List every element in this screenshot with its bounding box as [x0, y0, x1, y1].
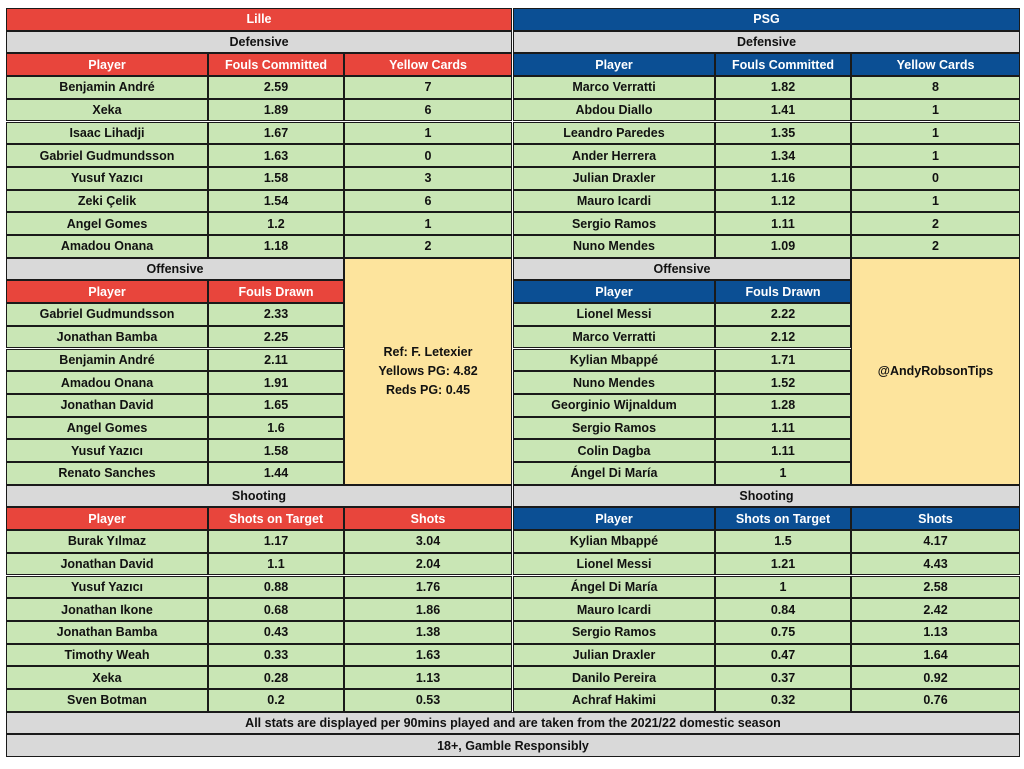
lille-off-fouls-drawn: 1.91	[208, 371, 344, 394]
lille-off-header-fouls-drawn: Fouls Drawn	[208, 280, 344, 303]
psg-off-player: Georginio Wijnaldum	[513, 394, 715, 417]
psg-shooting-title: Shooting	[513, 485, 1020, 508]
psg-def-player: Ander Herrera	[513, 144, 715, 167]
lille-shoot-shots-on-target: 1.1	[208, 553, 344, 576]
psg-shoot-shots-on-target: 0.37	[715, 666, 851, 689]
psg-off-fouls-drawn: 2.12	[715, 326, 851, 349]
lille-shoot-header-shots-on-target: Shots on Target	[208, 507, 344, 530]
footer-gamble-responsibly: 18+, Gamble Responsibly	[6, 734, 1020, 757]
psg-def-player: Abdou Diallo	[513, 99, 715, 122]
lille-def-yellow-cards: 3	[344, 167, 512, 190]
lille-shoot-shots-on-target: 0.68	[208, 598, 344, 621]
lille-def-player: Gabriel Gudmundsson	[6, 144, 208, 167]
psg-off-header-fouls-drawn: Fouls Drawn	[715, 280, 851, 303]
lille-offensive-title: Offensive	[6, 258, 344, 281]
lille-shoot-player: Burak Yılmaz	[6, 530, 208, 553]
lille-shoot-shots: 2.04	[344, 553, 512, 576]
lille-off-fouls-drawn: 1.44	[208, 462, 344, 485]
lille-shoot-shots-on-target: 0.88	[208, 576, 344, 599]
lille-off-fouls-drawn: 1.6	[208, 417, 344, 440]
lille-shoot-player: Sven Botman	[6, 689, 208, 712]
lille-shoot-shots: 1.86	[344, 598, 512, 621]
psg-def-yellow-cards: 8	[851, 76, 1020, 99]
psg-def-fouls-committed: 1.41	[715, 99, 851, 122]
psg-off-player: Colin Dagba	[513, 439, 715, 462]
lille-def-yellow-cards: 1	[344, 212, 512, 235]
psg-shoot-player: Ángel Di María	[513, 576, 715, 599]
lille-def-yellow-cards: 7	[344, 76, 512, 99]
referee-line3: Reds PG: 0.45	[385, 382, 471, 397]
psg-off-fouls-drawn: 1.11	[715, 439, 851, 462]
lille-def-fouls-committed: 1.63	[208, 144, 344, 167]
lille-off-fouls-drawn: 1.65	[208, 394, 344, 417]
psg-off-header-player: Player	[513, 280, 715, 303]
lille-off-player: Renato Sanches	[6, 462, 208, 485]
psg-off-fouls-drawn: 1.28	[715, 394, 851, 417]
lille-def-yellow-cards: 2	[344, 235, 512, 258]
lille-def-yellow-cards: 6	[344, 99, 512, 122]
lille-def-fouls-committed: 2.59	[208, 76, 344, 99]
psg-shoot-shots-on-target: 1.5	[715, 530, 851, 553]
psg-def-header-player: Player	[513, 53, 715, 76]
lille-defensive-title: Defensive	[6, 31, 512, 54]
lille-shoot-player: Jonathan David	[6, 553, 208, 576]
referee-info-box	[344, 258, 512, 485]
lille-off-player: Jonathan Bamba	[6, 326, 208, 349]
lille-off-player: Jonathan David	[6, 394, 208, 417]
psg-shoot-shots: 0.76	[851, 689, 1020, 712]
lille-off-fouls-drawn: 1.58	[208, 439, 344, 462]
psg-shoot-player: Danilo Pereira	[513, 666, 715, 689]
lille-def-fouls-committed: 1.67	[208, 122, 344, 145]
lille-off-player: Yusuf Yazıcı	[6, 439, 208, 462]
psg-off-fouls-drawn: 2.22	[715, 303, 851, 326]
psg-off-player: Lionel Messi	[513, 303, 715, 326]
psg-shoot-shots: 2.58	[851, 576, 1020, 599]
psg-def-fouls-committed: 1.11	[715, 212, 851, 235]
psg-def-header-yellow-cards: Yellow Cards	[851, 53, 1020, 76]
lille-off-player: Amadou Onana	[6, 371, 208, 394]
lille-shoot-shots: 1.13	[344, 666, 512, 689]
psg-off-fouls-drawn: 1.71	[715, 349, 851, 372]
lille-def-header-player: Player	[6, 53, 208, 76]
psg-shoot-player: Achraf Hakimi	[513, 689, 715, 712]
lille-off-player: Angel Gomes	[6, 417, 208, 440]
lille-shoot-player: Timothy Weah	[6, 644, 208, 667]
psg-off-player: Marco Verratti	[513, 326, 715, 349]
psg-shoot-shots-on-target: 0.32	[715, 689, 851, 712]
lille-def-player: Zeki Çelik	[6, 190, 208, 213]
psg-def-player: Leandro Paredes	[513, 122, 715, 145]
psg-shoot-shots-on-target: 0.75	[715, 621, 851, 644]
lille-shoot-header-player: Player	[6, 507, 208, 530]
psg-def-fouls-committed: 1.12	[715, 190, 851, 213]
lille-def-player: Benjamin André	[6, 76, 208, 99]
lille-def-header-yellow-cards: Yellow Cards	[344, 53, 512, 76]
psg-def-fouls-committed: 1.09	[715, 235, 851, 258]
psg-def-yellow-cards: 1	[851, 99, 1020, 122]
psg-shoot-header-shots-on-target: Shots on Target	[715, 507, 851, 530]
lille-def-player: Amadou Onana	[6, 235, 208, 258]
psg-off-fouls-drawn: 1	[715, 462, 851, 485]
psg-shoot-shots: 1.64	[851, 644, 1020, 667]
lille-def-fouls-committed: 1.54	[208, 190, 344, 213]
psg-shoot-shots-on-target: 0.84	[715, 598, 851, 621]
lille-def-player: Angel Gomes	[6, 212, 208, 235]
psg-def-yellow-cards: 2	[851, 235, 1020, 258]
psg-shoot-shots: 4.17	[851, 530, 1020, 553]
lille-shoot-shots: 3.04	[344, 530, 512, 553]
psg-shoot-shots: 4.43	[851, 553, 1020, 576]
psg-off-player: Ángel Di María	[513, 462, 715, 485]
psg-def-player: Nuno Mendes	[513, 235, 715, 258]
referee-line1: Ref: F. Letexier	[383, 344, 473, 359]
psg-shoot-shots: 0.92	[851, 666, 1020, 689]
lille-shoot-player: Jonathan Ikone	[6, 598, 208, 621]
lille-off-header-player: Player	[6, 280, 208, 303]
lille-def-yellow-cards: 6	[344, 190, 512, 213]
psg-shoot-header-shots: Shots	[851, 507, 1020, 530]
referee-line2: Yellows PG: 4.82	[378, 363, 478, 378]
lille-def-fouls-committed: 1.18	[208, 235, 344, 258]
psg-defensive-title: Defensive	[513, 31, 1020, 54]
psg-def-yellow-cards: 2	[851, 212, 1020, 235]
lille-team-title: Lille	[6, 8, 512, 31]
lille-def-fouls-committed: 1.58	[208, 167, 344, 190]
lille-def-fouls-committed: 1.2	[208, 212, 344, 235]
psg-shoot-player: Kylian Mbappé	[513, 530, 715, 553]
lille-def-header-fouls-committed: Fouls Committed	[208, 53, 344, 76]
lille-shoot-player: Jonathan Bamba	[6, 621, 208, 644]
lille-shoot-shots-on-target: 0.28	[208, 666, 344, 689]
psg-shoot-shots-on-target: 1	[715, 576, 851, 599]
lille-shoot-player: Yusuf Yazıcı	[6, 576, 208, 599]
lille-off-player: Gabriel Gudmundsson	[6, 303, 208, 326]
lille-shoot-shots: 1.76	[344, 576, 512, 599]
lille-shoot-player: Xeka	[6, 666, 208, 689]
psg-shoot-header-player: Player	[513, 507, 715, 530]
psg-def-yellow-cards: 1	[851, 190, 1020, 213]
lille-off-player: Benjamin André	[6, 349, 208, 372]
psg-def-fouls-committed: 1.34	[715, 144, 851, 167]
lille-shoot-header-shots: Shots	[344, 507, 512, 530]
psg-shoot-player: Sergio Ramos	[513, 621, 715, 644]
lille-shoot-shots-on-target: 0.33	[208, 644, 344, 667]
twitter-handle: @AndyRobsonTips	[851, 258, 1020, 485]
psg-def-yellow-cards: 1	[851, 144, 1020, 167]
psg-shoot-shots: 2.42	[851, 598, 1020, 621]
lille-def-player: Xeka	[6, 99, 208, 122]
psg-def-player: Julian Draxler	[513, 167, 715, 190]
lille-def-player: Yusuf Yazıcı	[6, 167, 208, 190]
footer-note: All stats are displayed per 90mins played and are taken from the 2021/22 domestic season	[6, 712, 1020, 735]
lille-off-fouls-drawn: 2.25	[208, 326, 344, 349]
psg-off-fouls-drawn: 1.11	[715, 417, 851, 440]
psg-off-player: Kylian Mbappé	[513, 349, 715, 372]
lille-shoot-shots: 1.63	[344, 644, 512, 667]
lille-shoot-shots-on-target: 1.17	[208, 530, 344, 553]
psg-off-player: Sergio Ramos	[513, 417, 715, 440]
psg-off-fouls-drawn: 1.52	[715, 371, 851, 394]
psg-def-header-fouls-committed: Fouls Committed	[715, 53, 851, 76]
lille-def-yellow-cards: 0	[344, 144, 512, 167]
psg-shoot-player: Julian Draxler	[513, 644, 715, 667]
lille-shoot-shots: 1.38	[344, 621, 512, 644]
psg-def-player: Marco Verratti	[513, 76, 715, 99]
psg-offensive-title: Offensive	[513, 258, 851, 281]
lille-shoot-shots-on-target: 0.43	[208, 621, 344, 644]
psg-team-title: PSG	[513, 8, 1020, 31]
lille-def-fouls-committed: 1.89	[208, 99, 344, 122]
psg-def-fouls-committed: 1.35	[715, 122, 851, 145]
psg-def-fouls-committed: 1.16	[715, 167, 851, 190]
psg-def-player: Mauro Icardi	[513, 190, 715, 213]
psg-def-fouls-committed: 1.82	[715, 76, 851, 99]
lille-def-player: Isaac Lihadji	[6, 122, 208, 145]
lille-shoot-shots: 0.53	[344, 689, 512, 712]
psg-def-yellow-cards: 0	[851, 167, 1020, 190]
psg-shoot-player: Lionel Messi	[513, 553, 715, 576]
lille-shoot-shots-on-target: 0.2	[208, 689, 344, 712]
psg-def-player: Sergio Ramos	[513, 212, 715, 235]
psg-shoot-player: Mauro Icardi	[513, 598, 715, 621]
psg-shoot-shots: 1.13	[851, 621, 1020, 644]
psg-shoot-shots-on-target: 1.21	[715, 553, 851, 576]
lille-off-fouls-drawn: 2.33	[208, 303, 344, 326]
lille-shooting-title: Shooting	[6, 485, 512, 508]
psg-def-yellow-cards: 1	[851, 122, 1020, 145]
lille-off-fouls-drawn: 2.11	[208, 349, 344, 372]
psg-shoot-shots-on-target: 0.47	[715, 644, 851, 667]
lille-def-yellow-cards: 1	[344, 122, 512, 145]
psg-off-player: Nuno Mendes	[513, 371, 715, 394]
